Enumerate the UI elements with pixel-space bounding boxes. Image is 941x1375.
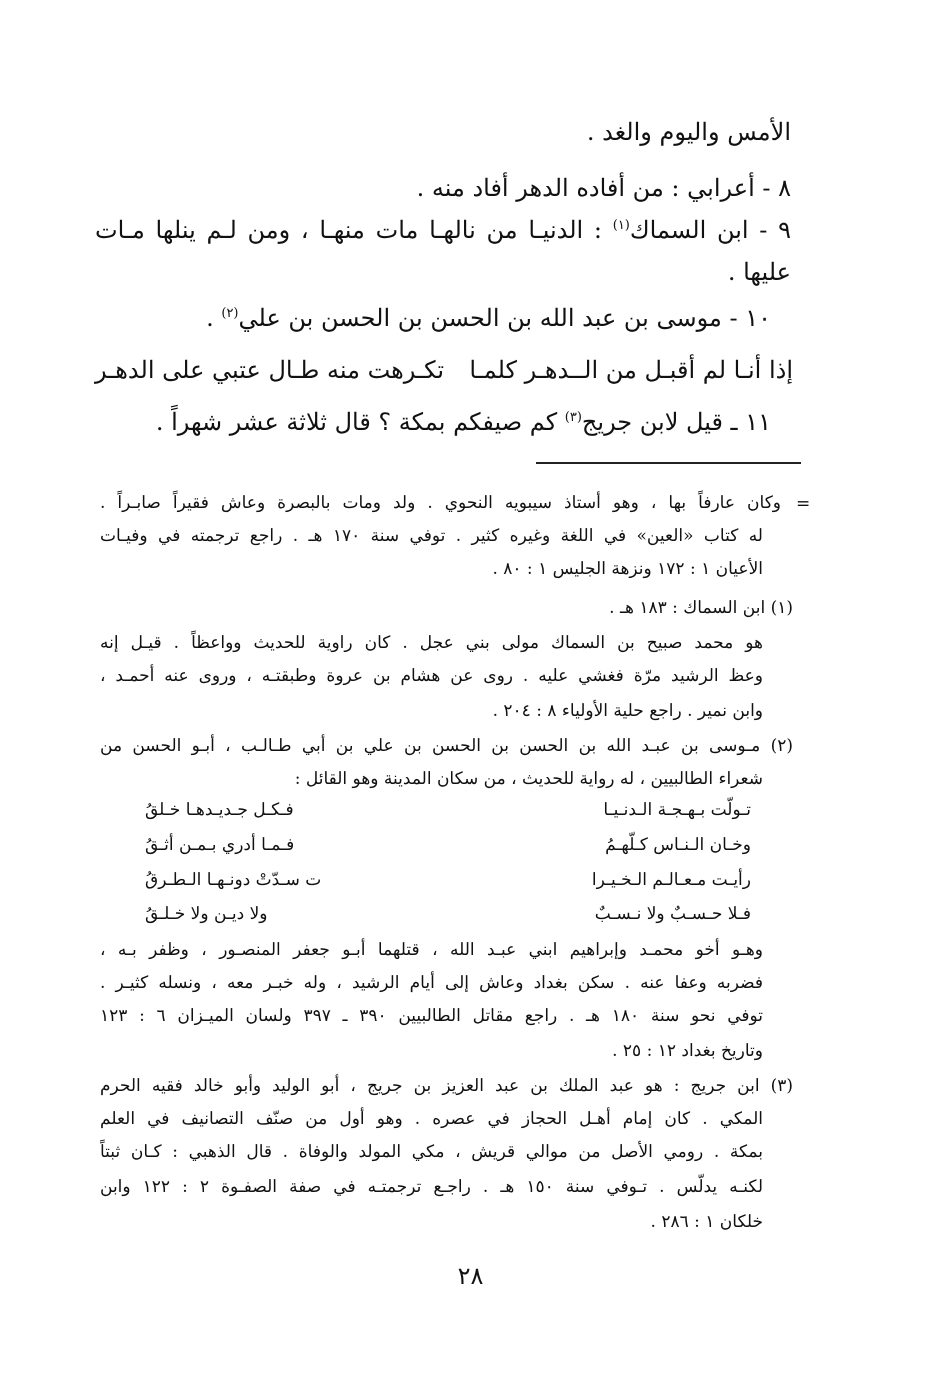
poem-verse-2-right: وخـان الـنـاس كـلّهـمُ bbox=[605, 835, 751, 855]
entry-11 bbox=[156, 402, 771, 442]
poem-verse-4-left: ولا ديـن ولا خـلـقُ bbox=[145, 904, 268, 924]
poem-verse-3 bbox=[145, 866, 751, 894]
entry-9-continuation: عليها . bbox=[727, 258, 791, 286]
poem-verse-1-right: تـولّت بـهـجـة الـدنـيـا bbox=[603, 800, 751, 820]
footnote-2-line-5: توفي نحو سنة ١٨٠ هـ . راجع مقاتل الطالبيين ٣٩٠ ـ ٣٩٧ ولسان الميـزان ٦ : ١٢٣ bbox=[100, 1006, 764, 1026]
poem-verse-1-left: فـكـل جـديـدهـا خـلقُ bbox=[145, 800, 294, 820]
footnote-1-heading: (١) ابن السماك : ١٨٣ هـ . bbox=[609, 598, 793, 618]
footnote-continued-line-1: وكان عارفاً بها ، وهو أستاذ سيبويه النحوي . ولد ومات بالبصرة وعاش فقيراً صابـراً . bbox=[100, 493, 781, 513]
footnote-continued-line-2: له كتاب «العين» في اللغة وغيره كثير . توفي سنة ١٧٠ هـ . راجع ترجمته في وفيـات bbox=[100, 526, 763, 546]
poem-verse-2 bbox=[145, 831, 751, 859]
entry-10-end: . bbox=[206, 304, 222, 332]
footnote-2-line-3: وهـو أخو محمـد وإبراهيم ابني عبـد الله ، قتلهما أبـو جعفر المنصـور ، وظفر بـه ، bbox=[100, 940, 763, 960]
footnote-2-line-2: شعراء الطالبيين ، له رواية للحديث ، من سكان المدينة وهو القائل : bbox=[294, 769, 763, 789]
footnote-1-line-2: وعظ الرشيد مرّة فغشي عليه . روى عن هشام بن عروة وطبقتـه ، وروى عنه أحمـد ، bbox=[100, 666, 763, 686]
entry-9-name: ٩ - ابن السماك bbox=[629, 216, 791, 244]
main-verse bbox=[95, 350, 793, 390]
verse-second-hemistich: تكـرهت منه طـال عتبي على الدهـر bbox=[95, 356, 445, 384]
page-number: ٢٨ bbox=[457, 1262, 484, 1290]
footnote-3-line-2: المكي . كان إمام أهـل الحجاز في عصره . وهو أول من صنّف التصانيف في العلم bbox=[100, 1109, 763, 1129]
poem-verse-4 bbox=[145, 900, 751, 928]
footnote-2-line-4: فضربه وعفا عنه . سكن بغداد وعاش إلى أيام الرشيد ، وله خبـر معه ، ونسله كثيـر . bbox=[100, 973, 763, 993]
main-line-1: الأمس واليوم والغد . bbox=[586, 118, 791, 146]
footnote-3-line-4: لكنـه يدلّس . تـوفي سنة ١٥٠ هـ . راجـع ترجمتـه في صفة الصفـوة ٢ : ١٢٢ وابن bbox=[100, 1177, 763, 1197]
footnote-3-line-3: بمكة . رومي الأصل من موالي قريش ، مكي المولد والوفاة . قال الذهبي : كـان ثبتاً bbox=[100, 1142, 763, 1162]
entry-10 bbox=[206, 298, 771, 338]
entry-11-text-b: كم صيفكم بمكة ؟ قال ثلاثة عشر شهراً . bbox=[155, 408, 565, 436]
footnote-3-line-1: (٣) ابن جريج : هو عبد الملك بن عبد العزيز بن جريج ، أبو الوليد وأبو خالد فقيه الحرم bbox=[100, 1076, 793, 1096]
footnote-ref-1: (١) bbox=[612, 218, 630, 233]
entry-10-text: ١٠ - موسى بن عبد الله بن الحسن بن الحسن بن علي bbox=[238, 304, 771, 332]
continuation-marker: = bbox=[796, 494, 811, 514]
footnote-1-line-1: هو محمد صبيح بن السماك مولى بني عجل . كان راوية للحديث وواعظاً . قيـل إنه bbox=[100, 633, 763, 653]
entry-9 bbox=[95, 210, 791, 250]
entry-11-text-a: ١١ ـ قيل لابن جريج bbox=[581, 408, 771, 436]
footnote-2-line-1: (٢) مـوسى بن عبـد الله بن الحسن بن الحسن بن علي بن أبي طـالـب ، أبـو الحسن من bbox=[100, 736, 793, 756]
poem-verse-3-left: ت سـدّتْ دونـهـا الـطـرقُ bbox=[145, 870, 322, 890]
poem-verse-1 bbox=[145, 796, 751, 824]
footnote-1-line-3: وابن نمير . راجع حلية الأولياء ٨ : ٢٠٤ . bbox=[492, 701, 763, 721]
poem-verse-4-right: فـلا حـسـبٌ ولا نـسـبٌ bbox=[594, 904, 751, 924]
verse-first-hemistich: إذا أنـا لم أقبـل من الــدهـر كلمـا bbox=[469, 356, 793, 384]
entry-8: ٨ - أعرابي : من أفاده الدهر أفاد منه . bbox=[416, 174, 791, 202]
footnote-continued-line-3: الأعيان ١ : ١٧٢ ونزهة الجليس ١ : ٨٠ . bbox=[492, 559, 763, 579]
footnote-2-line-6: وتاريخ بغداد ١٢ : ٢٥ . bbox=[612, 1041, 763, 1061]
entry-9-text: : الدنيـا من نالهـا مات منهـا ، ومن لـم ينلها مـات bbox=[95, 216, 613, 244]
footnote-ref-2: (٢) bbox=[221, 306, 239, 321]
poem-verse-2-left: فـمـا أدري بـمـن أثـقُ bbox=[145, 835, 295, 855]
footnote-3-line-5: خلكان ١ : ٢٨٦ . bbox=[650, 1212, 763, 1232]
footnote-ref-3: (٣) bbox=[564, 410, 582, 425]
poem-verse-3-right: رأيـت مـعـالـم الـخـيـرا bbox=[591, 870, 751, 890]
footnote-separator bbox=[536, 462, 801, 464]
